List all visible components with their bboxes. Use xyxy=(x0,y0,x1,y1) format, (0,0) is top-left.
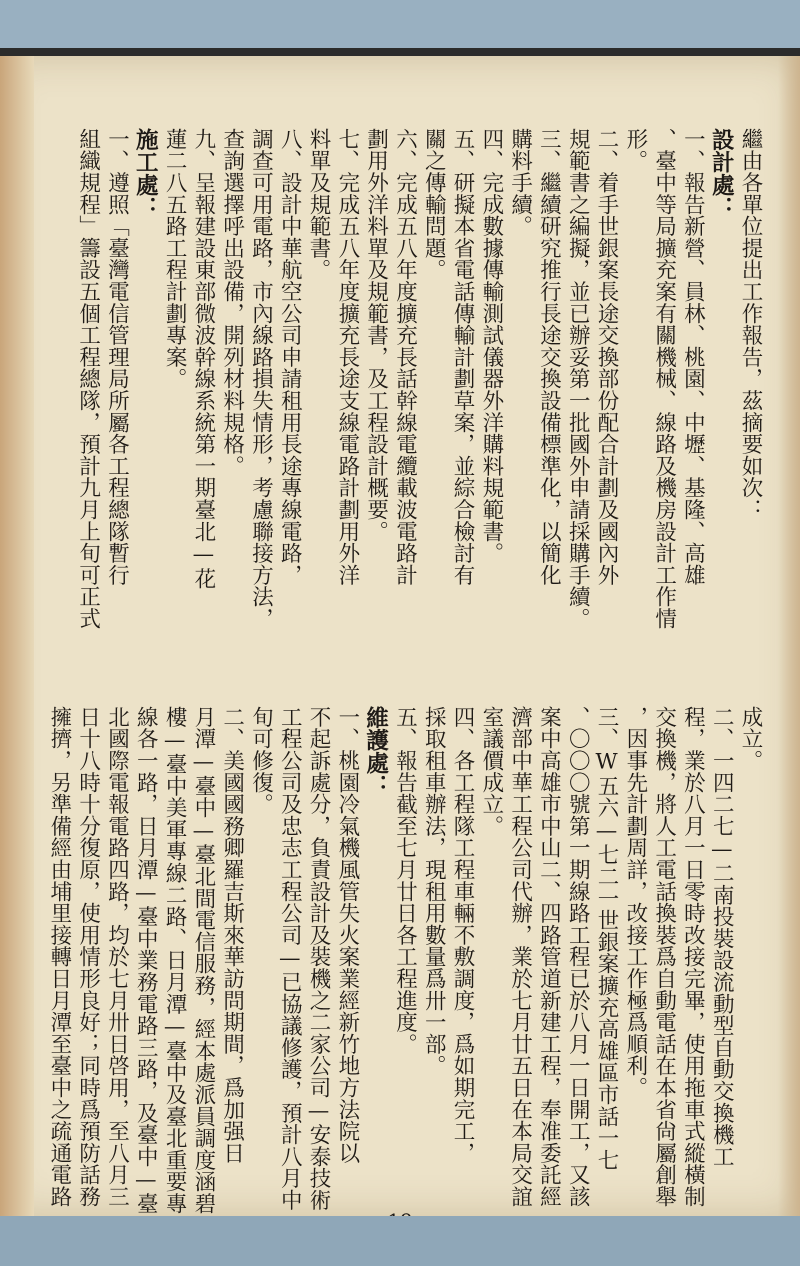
text-line: 北國際電報電路四路，均於七月卅日啓用，至八月三 xyxy=(104,706,130,1208)
scan-background-bottom xyxy=(0,1216,800,1266)
text-line: 九、呈報建設東部微波幹線系統第一期臺北—花 xyxy=(190,128,216,590)
text-line: 組織規程」籌設五個工程總隊，預計九月上旬可正式 xyxy=(75,128,101,630)
book-page xyxy=(0,56,800,1216)
text-line: 七、完成五八年度擴充長途支線電路計劃用外洋 xyxy=(334,128,360,586)
text-line: 關之傳輸問題。 xyxy=(421,128,447,281)
text-line: 樓—臺中美軍專線二路、日月潭—臺中及臺北重要專 xyxy=(162,706,188,1215)
text-line: 調查可用電路，市內線路損失情形，考慮聯接方法， xyxy=(248,128,274,630)
text-line: 四、各工程隊工程車輛不敷調度，爲如期完工， xyxy=(450,706,476,1164)
text-line: 不起訴處分，負責設計及裝機之二家公司—安泰技術 xyxy=(306,706,332,1211)
text-line: 、〇〇〇號第一期線路工程已於八月一日開工，又該 xyxy=(565,706,591,1208)
text-line: 五、研擬本省電話傳輸計劃草案，並綜合檢討有 xyxy=(450,128,476,586)
text-line: 四、完成數據傳輸測試儀器外洋購料規範書。 xyxy=(478,128,504,564)
text-line: 二、一四二七—二南投裝設流動型自動交換機工 xyxy=(709,706,735,1168)
text-line: 形。 xyxy=(622,128,648,172)
text-line: 二、着手世銀案長途交換部份配合計劃及國內外 xyxy=(594,128,620,586)
text-line: 成立。 xyxy=(738,706,763,772)
scan-background-top xyxy=(0,0,800,48)
page-gutter xyxy=(0,56,34,1216)
text-line: 濟部中華工程公司代辦，業於七月廿五日在本局交誼 xyxy=(507,706,533,1208)
text-line: 購料手續。 xyxy=(507,128,533,237)
text-line: 五、報告截至七月廿日各工程進度。 xyxy=(392,706,418,1055)
text-line: 三、W五六—七二一世銀案擴充高雄區市話一七 xyxy=(594,706,620,1171)
text-line: 室議價成立。 xyxy=(478,706,504,837)
text-line: 一、報告新營、員林、桃園、中壢、基隆、高雄 xyxy=(680,128,706,586)
text-line: 線各一路，日月潭—臺中業務電路三路，及臺中—臺 xyxy=(133,706,159,1215)
text-line: 六、完成五八年度擴充長話幹線電纜載波電路計 xyxy=(392,128,418,586)
text-line: 月潭—臺中—臺北間電信服務，經本處派員調度涵碧 xyxy=(190,706,216,1215)
text-line: 繼由各單位提出工作報告，茲摘要如次： xyxy=(738,128,763,521)
upper-text-block xyxy=(73,128,764,688)
text-line: 擁擠，另準備經由埔里接轉日月潭至臺中之疏通電路 xyxy=(46,706,72,1208)
section-heading: 施工處： xyxy=(132,128,159,220)
text-line: 日十八時十分復原，使用情形良好；同時爲預防話務 xyxy=(75,706,101,1208)
text-line: 料單及規範書。 xyxy=(306,128,332,281)
text-line: ，因事先計劃周詳，改接工作極爲順利。 xyxy=(622,706,648,1099)
text-line: 劃用外洋料單及規範書，及工程設計概要。 xyxy=(363,128,389,543)
section-heading: 設計處： xyxy=(708,128,735,220)
text-line: 查詢選擇呼出設備，開列材料規格。 xyxy=(219,128,245,477)
text-line: 旬可修復。 xyxy=(248,706,274,815)
text-line: 一、遵照「臺灣電信管理局所屬各工程總隊暫行 xyxy=(104,128,130,586)
text-line: 案中高雄市中山二、四路管道新建工程，奉准委託經 xyxy=(536,706,562,1208)
text-line: 、臺中等局擴充案有關機械、線路及機房設計工作情 xyxy=(651,128,677,630)
lower-text-block xyxy=(44,706,764,1215)
text-line: 八、設計中華航空公司申請租用長途專線電路， xyxy=(277,128,303,586)
text-line: 交換機，將人工電話換裝爲自動電話在本省尙屬創舉 xyxy=(651,706,677,1208)
text-line: 二、美國國務卿羅吉斯來華訪問期間，爲加强日 xyxy=(219,706,245,1164)
text-line: 三、繼續研究推行長途交換設備標準化，以簡化 xyxy=(536,128,562,586)
text-line: 一、桃園冷氣機風管失火案業經新竹地方法院以 xyxy=(334,706,360,1164)
text-line: 規範書之編擬，並已辦妥第一批國外申請採購手續。 xyxy=(565,128,591,630)
text-line: 採取租車辦法，現租用數量爲卅一部。 xyxy=(421,706,447,1077)
section-heading: 維護處： xyxy=(362,706,389,798)
page-edge-shade xyxy=(778,56,800,1216)
text-line: 蓮二八五路工程計劃專案。 xyxy=(162,128,188,390)
text-line: 工程公司及忠志工程公司—已協議修護，預計八月中 xyxy=(277,706,303,1211)
text-line: 程，業於八月一日零時改接完畢，使用拖車式縱橫制 xyxy=(680,706,706,1208)
